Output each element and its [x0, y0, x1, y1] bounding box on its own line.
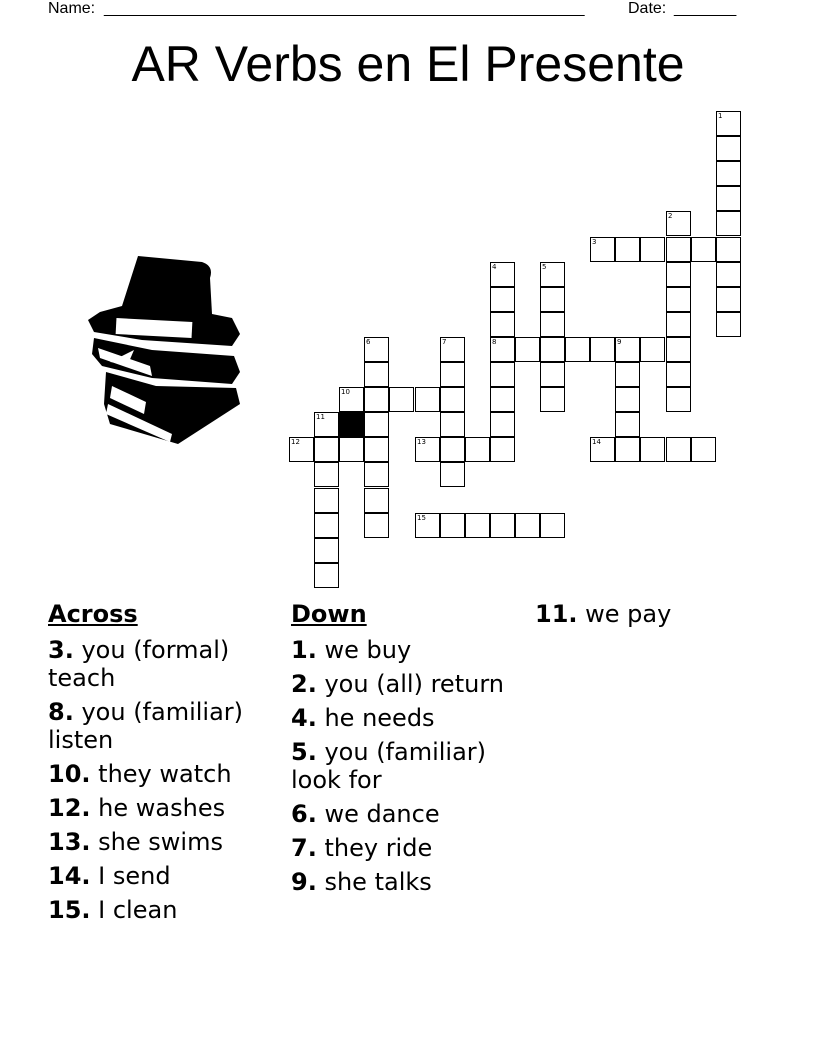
grid-cell[interactable]	[716, 161, 741, 186]
grid-cell[interactable]	[364, 362, 389, 387]
clue-across-3[interactable]: 3. you (formal) teach	[48, 636, 230, 692]
clue-down-9[interactable]: 9. she talks	[291, 868, 432, 896]
name-label: Name:	[48, 0, 96, 17]
grid-cell[interactable]	[339, 437, 364, 462]
grid-cell[interactable]	[716, 287, 741, 312]
grid-cell[interactable]	[615, 412, 640, 437]
grid-cell[interactable]	[364, 513, 389, 538]
grid-cell[interactable]	[716, 111, 741, 136]
grid-cell[interactable]	[490, 362, 515, 387]
grid-cell[interactable]	[440, 513, 465, 538]
grid-cell[interactable]	[716, 136, 741, 161]
grid-cell[interactable]	[666, 337, 691, 362]
down-clues	[291, 600, 531, 902]
grid-cell[interactable]	[364, 337, 389, 362]
grid-cell[interactable]	[666, 287, 691, 312]
clue-across-10[interactable]: 10. they watch	[48, 760, 232, 788]
cell-number: 6	[366, 338, 371, 346]
grid-cell[interactable]	[540, 337, 565, 362]
grid-cell[interactable]	[515, 513, 540, 538]
grid-cell[interactable]	[716, 186, 741, 211]
grid-cell[interactable]	[490, 437, 515, 462]
cell-number: 1	[718, 112, 723, 120]
grid-cell[interactable]	[490, 412, 515, 437]
cell-number: 5	[542, 263, 547, 271]
grid-cell[interactable]	[615, 337, 640, 362]
grid-cell[interactable]	[640, 337, 665, 362]
grid-cell[interactable]	[465, 513, 490, 538]
grid-cell[interactable]	[490, 312, 515, 337]
grid-cell[interactable]	[314, 412, 339, 437]
clue-down-5[interactable]: 5. you (familiar) look for	[291, 738, 487, 794]
grid-cell[interactable]	[440, 337, 465, 362]
across-clues	[48, 600, 258, 930]
grid-cell[interactable]	[440, 362, 465, 387]
grid-cell[interactable]	[515, 337, 540, 362]
grid-cell[interactable]	[364, 437, 389, 462]
grid-cell[interactable]	[666, 237, 691, 262]
across-heading: Across	[48, 600, 138, 628]
grid-cell[interactable]	[666, 437, 691, 462]
page-title: AR Verbs en El Presente	[131, 36, 685, 92]
name-field[interactable]: ______________________________________________________	[104, 0, 585, 17]
grid-cell[interactable]	[415, 387, 440, 412]
grid-cell[interactable]	[590, 437, 615, 462]
grid-cell[interactable]	[314, 488, 339, 513]
cell-number: 4	[492, 263, 497, 271]
clue-across-14[interactable]: 14. I send	[48, 862, 171, 890]
grid-cell[interactable]	[615, 237, 640, 262]
grid-cell[interactable]	[540, 312, 565, 337]
cell-number: 9	[617, 338, 622, 346]
clue-across-15[interactable]: 15. I clean	[48, 896, 178, 924]
grid-cell[interactable]	[314, 513, 339, 538]
cell-number: 13	[417, 438, 426, 446]
cell-number: 7	[442, 338, 447, 346]
grid-cell[interactable]	[540, 387, 565, 412]
grid-cell[interactable]	[364, 462, 389, 487]
grid-cell[interactable]	[540, 513, 565, 538]
grid-cell[interactable]	[640, 437, 665, 462]
grid-cell[interactable]	[691, 437, 716, 462]
grid-cell[interactable]	[490, 387, 515, 412]
grid-block	[339, 412, 364, 437]
grid-cell[interactable]	[640, 237, 665, 262]
cell-number: 10	[341, 388, 350, 396]
grid-cell[interactable]	[440, 462, 465, 487]
grid-cell[interactable]	[440, 412, 465, 437]
clue-down-11[interactable]: 11. we pay	[535, 600, 672, 628]
down-clues-continued	[535, 600, 775, 634]
grid-cell[interactable]	[565, 337, 590, 362]
grid-cell[interactable]	[490, 262, 515, 287]
grid-cell[interactable]	[590, 237, 615, 262]
cell-number: 2	[668, 212, 673, 220]
cell-number: 8	[492, 338, 497, 346]
grid-cell[interactable]	[615, 362, 640, 387]
clue-down-6[interactable]: 6. we dance	[291, 800, 440, 828]
cell-number: 14	[592, 438, 601, 446]
clue-across-8[interactable]: 8. you (familiar) listen	[48, 698, 244, 754]
grid-cell[interactable]	[314, 563, 339, 588]
cell-number: 11	[316, 413, 325, 421]
clue-across-13[interactable]: 13. she swims	[48, 828, 223, 856]
clue-down-2[interactable]: 2. you (all) return	[291, 670, 504, 698]
grid-cell[interactable]	[691, 237, 716, 262]
grid-cell[interactable]	[364, 412, 389, 437]
grid-cell[interactable]	[364, 488, 389, 513]
grid-cell[interactable]	[415, 513, 440, 538]
cell-number: 15	[417, 514, 426, 522]
grid-cell[interactable]	[490, 337, 515, 362]
cell-number: 3	[592, 238, 597, 246]
date-label: Date:	[628, 0, 667, 17]
grid-cell[interactable]	[540, 362, 565, 387]
grid-cell[interactable]	[389, 387, 414, 412]
grid-cell[interactable]	[716, 211, 741, 236]
grid-cell[interactable]	[314, 437, 339, 462]
grid-cell[interactable]	[314, 462, 339, 487]
grid-cell[interactable]	[615, 387, 640, 412]
grid-cell[interactable]	[490, 513, 515, 538]
grid-cell[interactable]	[716, 237, 741, 262]
grid-cell[interactable]	[440, 387, 465, 412]
grid-cell[interactable]	[289, 437, 314, 462]
clue-across-12[interactable]: 12. he washes	[48, 794, 226, 822]
clue-down-7[interactable]: 7. they ride	[291, 834, 433, 862]
grid-cell[interactable]	[415, 437, 440, 462]
grid-cell[interactable]	[540, 262, 565, 287]
grid-cell[interactable]	[465, 437, 490, 462]
grid-cell[interactable]	[666, 362, 691, 387]
date-field[interactable]: _______	[674, 0, 737, 17]
grid-cell[interactable]	[490, 287, 515, 312]
grid-cell[interactable]	[339, 387, 364, 412]
down-heading: Down	[291, 600, 367, 628]
grid-cell[interactable]	[590, 337, 615, 362]
grid-cell[interactable]	[540, 287, 565, 312]
grid-cell[interactable]	[666, 312, 691, 337]
grid-cell[interactable]	[615, 437, 640, 462]
grid-cell[interactable]	[716, 262, 741, 287]
grid-cell[interactable]	[364, 387, 389, 412]
grid-cell[interactable]	[666, 262, 691, 287]
clue-down-1[interactable]: 1. we buy	[291, 636, 412, 664]
clue-down-4[interactable]: 4. he needs	[291, 704, 435, 732]
grid-cell[interactable]	[440, 437, 465, 462]
grid-cell[interactable]	[716, 312, 741, 337]
grid-cell[interactable]	[314, 538, 339, 563]
grid-cell[interactable]	[666, 387, 691, 412]
grid-cell[interactable]	[666, 211, 691, 236]
cell-number: 12	[291, 438, 300, 446]
